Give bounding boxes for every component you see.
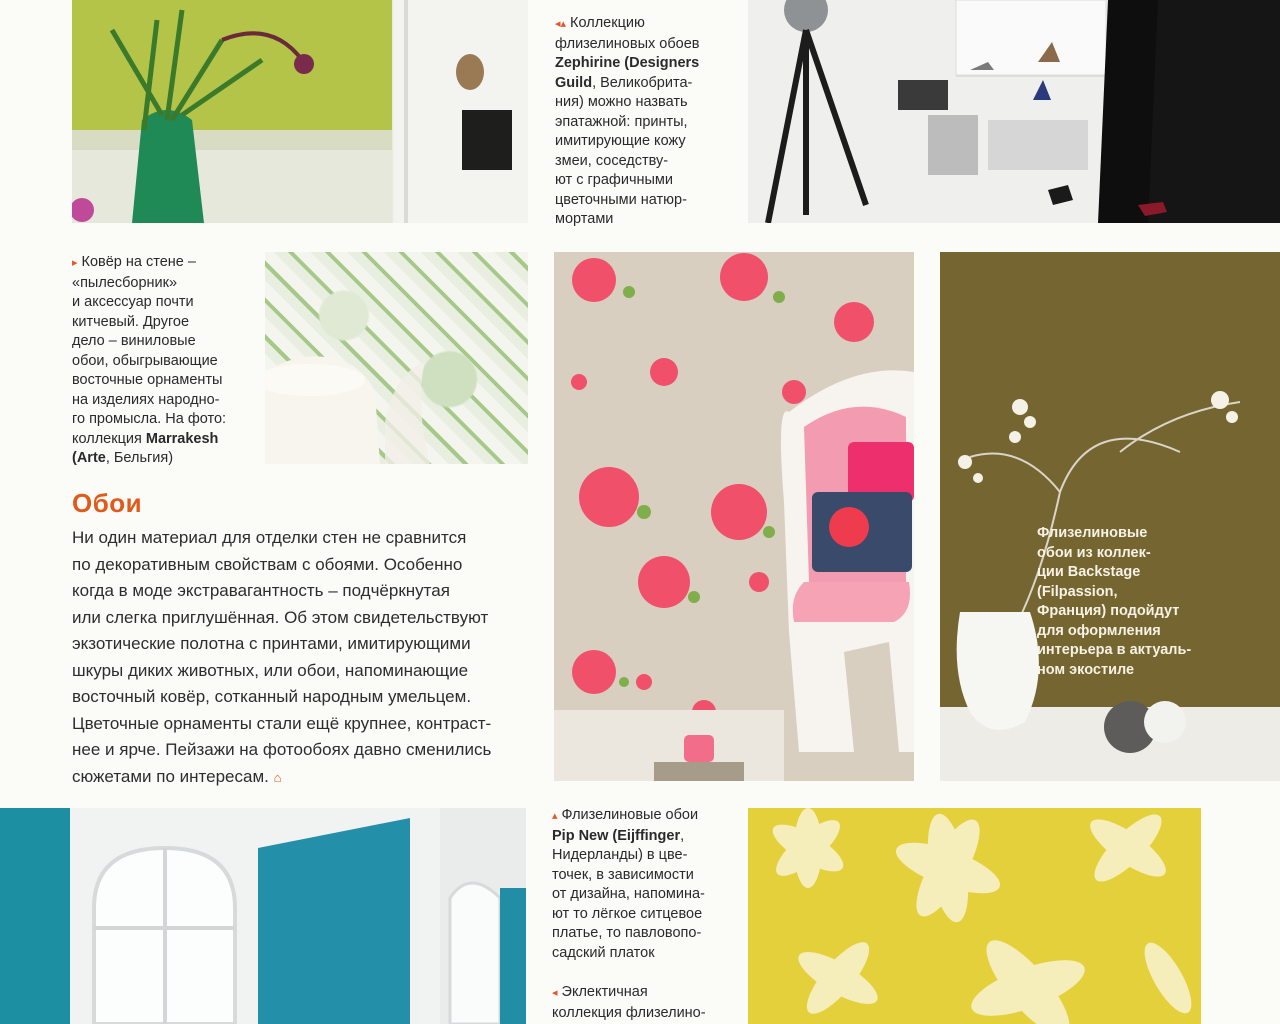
article-line: или слегка приглушённая. Об этом свидетельствуют: [72, 607, 489, 627]
caption-pip-new: [552, 806, 737, 963]
caption-backstage: [1037, 524, 1277, 680]
photo-yellow-flowers: [748, 808, 1201, 1024]
caption-line: ют то лёгкое ситцевое: [552, 905, 703, 922]
caption-line: и аксессуар почти: [72, 294, 194, 310]
caption-line: ции Backstage: [1037, 564, 1141, 580]
caption-line: Нидерланды) в цве-: [552, 847, 688, 863]
caption-line: го промысла. На фото:: [72, 411, 227, 427]
triangle-up-icon: ▴: [552, 810, 558, 822]
caption-line: точек, в зависимости: [552, 866, 694, 883]
photo-green-vase-room: [72, 0, 528, 223]
end-mark-icon: ⌂: [273, 769, 282, 785]
triangle-left-icon: ◂: [552, 987, 558, 999]
caption-line: на изделиях народно-: [72, 391, 220, 408]
caption-line: Pip New (Eijffinger,: [552, 827, 685, 844]
caption-line: мортами: [555, 211, 614, 227]
photo-turquoise-room: [0, 808, 526, 1024]
caption-line: китчевый. Другое: [72, 313, 190, 330]
caption-marrakesh: [72, 253, 262, 469]
caption-line: Франция) подойдут: [1037, 603, 1180, 619]
caption-line: имитирующие кожу: [555, 133, 686, 149]
caption-line: Zephirine (Designers: [555, 55, 700, 71]
caption-line: (Arte, Бельгия): [72, 450, 174, 466]
article-line: Цветочные орнаменты стали ещё крупнее, контраст-: [72, 713, 492, 733]
photo-marrakesh-damask: [265, 252, 528, 464]
caption-line: ◂▴ Коллекцию: [555, 15, 645, 31]
caption-line: от дизайна, напомина-: [552, 886, 705, 902]
caption-line: обои из коллек-: [1037, 544, 1151, 561]
caption-line: интерьера в актуаль-: [1037, 642, 1192, 658]
article-line: когда в моде экстравагантность – подчёркнутая: [72, 581, 450, 600]
caption-line: обои, обыгрывающие: [72, 352, 218, 369]
caption-line: эпатажной: принты,: [555, 113, 688, 130]
article-line: сюжетами по интересам. ⌂: [72, 766, 282, 786]
caption-line: садский платок: [552, 944, 655, 961]
photo-backstage-eco: [940, 252, 1280, 781]
article-line: нее и ярче. Пейзажи на фотообоях давно сменились: [72, 740, 492, 759]
caption-line: ▴ Флизелиновые обои: [552, 807, 699, 823]
caption-line: Guild, Великобрита-: [555, 74, 693, 91]
article-body: [72, 525, 532, 791]
article-line: Ни один материал для отделки стен не сравнится: [72, 528, 467, 547]
caption-line: ◂ Эклектичная: [552, 984, 648, 1000]
caption-line: коллекция Marrakesh: [72, 430, 219, 447]
caption-line: змеи, соседству-: [555, 152, 669, 169]
caption-line: флизелиновых обоев: [555, 35, 700, 52]
article-line: восточный ковёр, сотканный народным умельцем.: [72, 687, 472, 706]
caption-line: «пылесборник»: [72, 274, 178, 291]
article-heading: Обои: [72, 488, 143, 518]
triangle-left-up-icon: ◂▴: [555, 18, 567, 30]
caption-line: для оформления: [1037, 622, 1161, 639]
triangle-right-icon: ▸: [72, 257, 78, 269]
caption-eclectic: [552, 983, 737, 1023]
article-wallpaper: [72, 488, 532, 791]
caption-line: (Filpassion,: [1037, 583, 1118, 600]
caption-line: восточные орнаменты: [72, 372, 223, 388]
caption-line: цветочными натюр-: [555, 191, 687, 208]
photo-pip-new-floral-chair: [554, 252, 914, 781]
caption-line: Флизелиновые: [1037, 525, 1148, 541]
caption-zephirine: [555, 14, 740, 230]
article-line: экзотические полотна с принтами, имитирующими: [72, 634, 471, 653]
caption-line: платье, то павловопо-: [552, 925, 702, 941]
caption-line: ▸ Ковёр на стене –: [72, 254, 196, 270]
article-line: по декоративным свойствам с обоями. Особенно: [72, 554, 463, 574]
caption-line: ния) можно назвать: [555, 94, 688, 110]
photo-tripod-lamp-wardrobe: [748, 0, 1280, 223]
caption-line: ют с графичными: [555, 172, 674, 188]
caption-line: ном экостиле: [1037, 661, 1135, 678]
article-line: шкуры диких животных, или обои, напоминающие: [72, 660, 469, 680]
caption-line: коллекция флизелино-: [552, 1004, 706, 1021]
caption-line: дело – виниловые: [72, 333, 196, 349]
